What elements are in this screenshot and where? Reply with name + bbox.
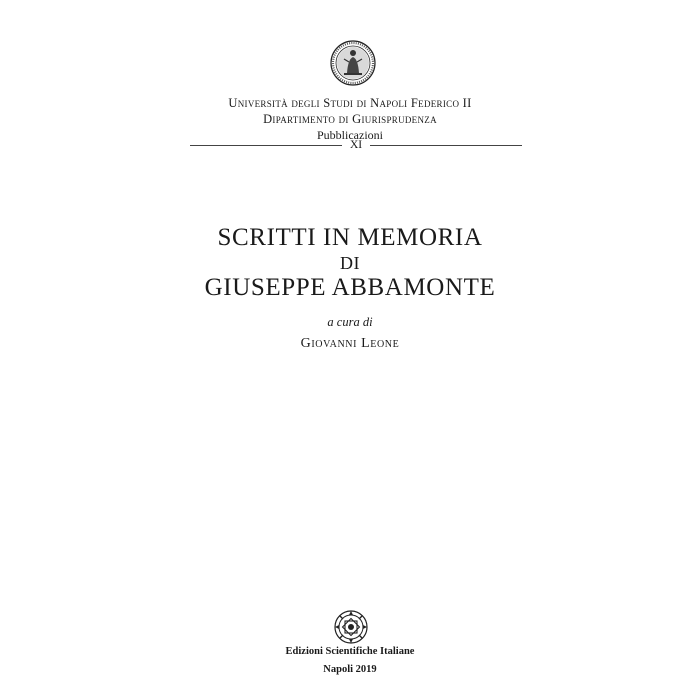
title-line-2: DI [340,253,360,273]
book-title [0,224,700,302]
editor-name: Giovanni Leone [300,336,400,351]
series-rule [190,138,522,152]
series-rule-right [370,145,522,146]
publisher-city-year: Napoli 2019 [323,664,377,675]
editor-credit [0,314,700,354]
institution-header [0,95,700,143]
series-number: XI [349,139,363,151]
university-seal-icon [330,40,376,86]
university-name: Università degli Studi di Napoli Federico II [228,96,472,110]
department-name: Dipartimento di Giurisprudenza [263,112,437,126]
series-label: Pubblicazioni [317,128,383,142]
title-line-1: SCRITTI IN MEMORIA [217,224,483,251]
publisher-info [0,645,700,677]
editor-prefix: a cura di [327,315,373,329]
publisher-name: Edizioni Scientifiche Italiane [285,646,415,657]
title-line-3: GIUSEPPE ABBAMONTE [204,274,496,301]
series-rule-left [190,145,342,146]
publisher-emblem-icon [332,608,370,646]
